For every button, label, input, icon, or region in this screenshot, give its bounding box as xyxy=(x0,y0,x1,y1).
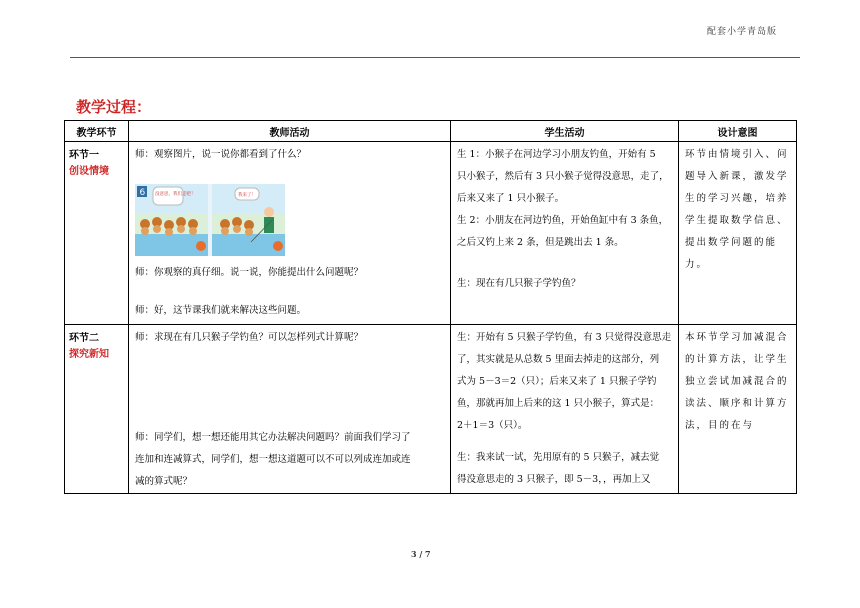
stage-label: 环节一 xyxy=(69,150,99,161)
header-stage: 教学环节 xyxy=(65,121,129,142)
teacher-cell xyxy=(129,325,451,494)
student-cell xyxy=(451,325,679,494)
design-text: 环节由情境引入、问题导入新课，激发学生的学习兴趣，培养学生提取数学信息、提出数学问题的能力。 xyxy=(685,149,789,270)
student-line: 鱼，那就再加上后来的这 1 只小猴子，算式是： xyxy=(457,398,660,409)
design-text: 本环节学习加减混合的计算方法，让学生独立尝试加减混合的读法、顺序和计算方法，目的在与 xyxy=(685,332,789,431)
design-cell xyxy=(679,325,797,494)
teacher-line: 师：观察图片，说一说你都看到了什么？ xyxy=(135,149,307,160)
teacher-line: 减的算式呢？ xyxy=(135,476,193,487)
badge-number: 6 xyxy=(139,188,146,198)
stage-cell xyxy=(65,142,129,325)
series-label: 配套小学青岛版 xyxy=(707,27,778,37)
header-divider xyxy=(70,57,800,58)
lesson-illustration xyxy=(135,184,285,256)
lesson-table xyxy=(64,120,797,494)
student-line: 生：我来试一试，先用原有的 5 只猴子，减去觉 xyxy=(457,452,660,463)
teacher-line: 连加和连减算式，同学们，想一想这道题可以不可以列成连加或连 xyxy=(135,454,411,465)
student-line: 生：现在有几只猴子学钓鱼？ xyxy=(457,278,581,289)
student-line: 式为 5－3＝2（只）；后来又来了 1 只猴子学钓 xyxy=(457,376,657,387)
student-line: 2＋1＝3（只）。 xyxy=(457,420,528,431)
stage-label: 环节二 xyxy=(69,333,99,344)
speech-bubble-right: 我来了！ xyxy=(238,193,256,198)
page-number: 3 / 7 xyxy=(411,549,431,559)
student-line: 生 2：小朋友在河边钓鱼，开始鱼缸中有 3 条鱼， xyxy=(457,215,669,226)
student-cell xyxy=(451,142,679,325)
header-student: 学生活动 xyxy=(451,121,679,142)
student-line: 只小猴子，然后有 3 只小猴子觉得没意思，走了， xyxy=(457,171,669,182)
table-header-row xyxy=(65,121,797,142)
student-line: 得没意思走的 3 只猴子，即 5－3，，再加上又 xyxy=(457,474,651,485)
speech-bubble-left: 没意思，我们走吧！ xyxy=(155,192,196,197)
teacher-cell xyxy=(129,142,451,325)
header-design: 设计意图 xyxy=(679,121,797,142)
design-cell xyxy=(679,142,797,325)
header-teacher: 教师活动 xyxy=(129,121,451,142)
section-title: 教学过程： xyxy=(76,98,152,116)
fishing-scene-image xyxy=(135,184,285,256)
student-line: 后来又来了 1 只小猴子。 xyxy=(457,193,565,204)
student-line: 之后又钓上来 2 条，但是跳出去 1 条。 xyxy=(457,237,624,248)
student-line: 生 1：小猴子在河边学习小朋友钓鱼，开始有 5 xyxy=(457,149,656,160)
table-row xyxy=(65,142,797,325)
teacher-line: 师：好，这节课我们就来解决这些问题。 xyxy=(135,305,307,316)
teacher-line: 师：你观察的真仔细。说一说，你能提出什么问题呢？ xyxy=(135,267,364,278)
teacher-line: 师：求现在有几只猴子学钓鱼？可以怎样列式计算呢？ xyxy=(135,332,364,343)
stage-title: 探究新知 xyxy=(69,349,109,360)
stage-title: 创设情境 xyxy=(69,166,109,177)
table-row xyxy=(65,325,797,494)
teacher-line: 师：同学们，想一想还能用其它办法解决问题吗？前面我们学习了 xyxy=(135,432,411,443)
student-line: 生：开始有 5 只猴子学钓鱼，有 3 只觉得没意思走 xyxy=(457,332,672,343)
stage-cell xyxy=(65,325,129,494)
student-line: 了，其实就是从总数 5 里面去掉走的这部分，列 xyxy=(457,354,660,365)
